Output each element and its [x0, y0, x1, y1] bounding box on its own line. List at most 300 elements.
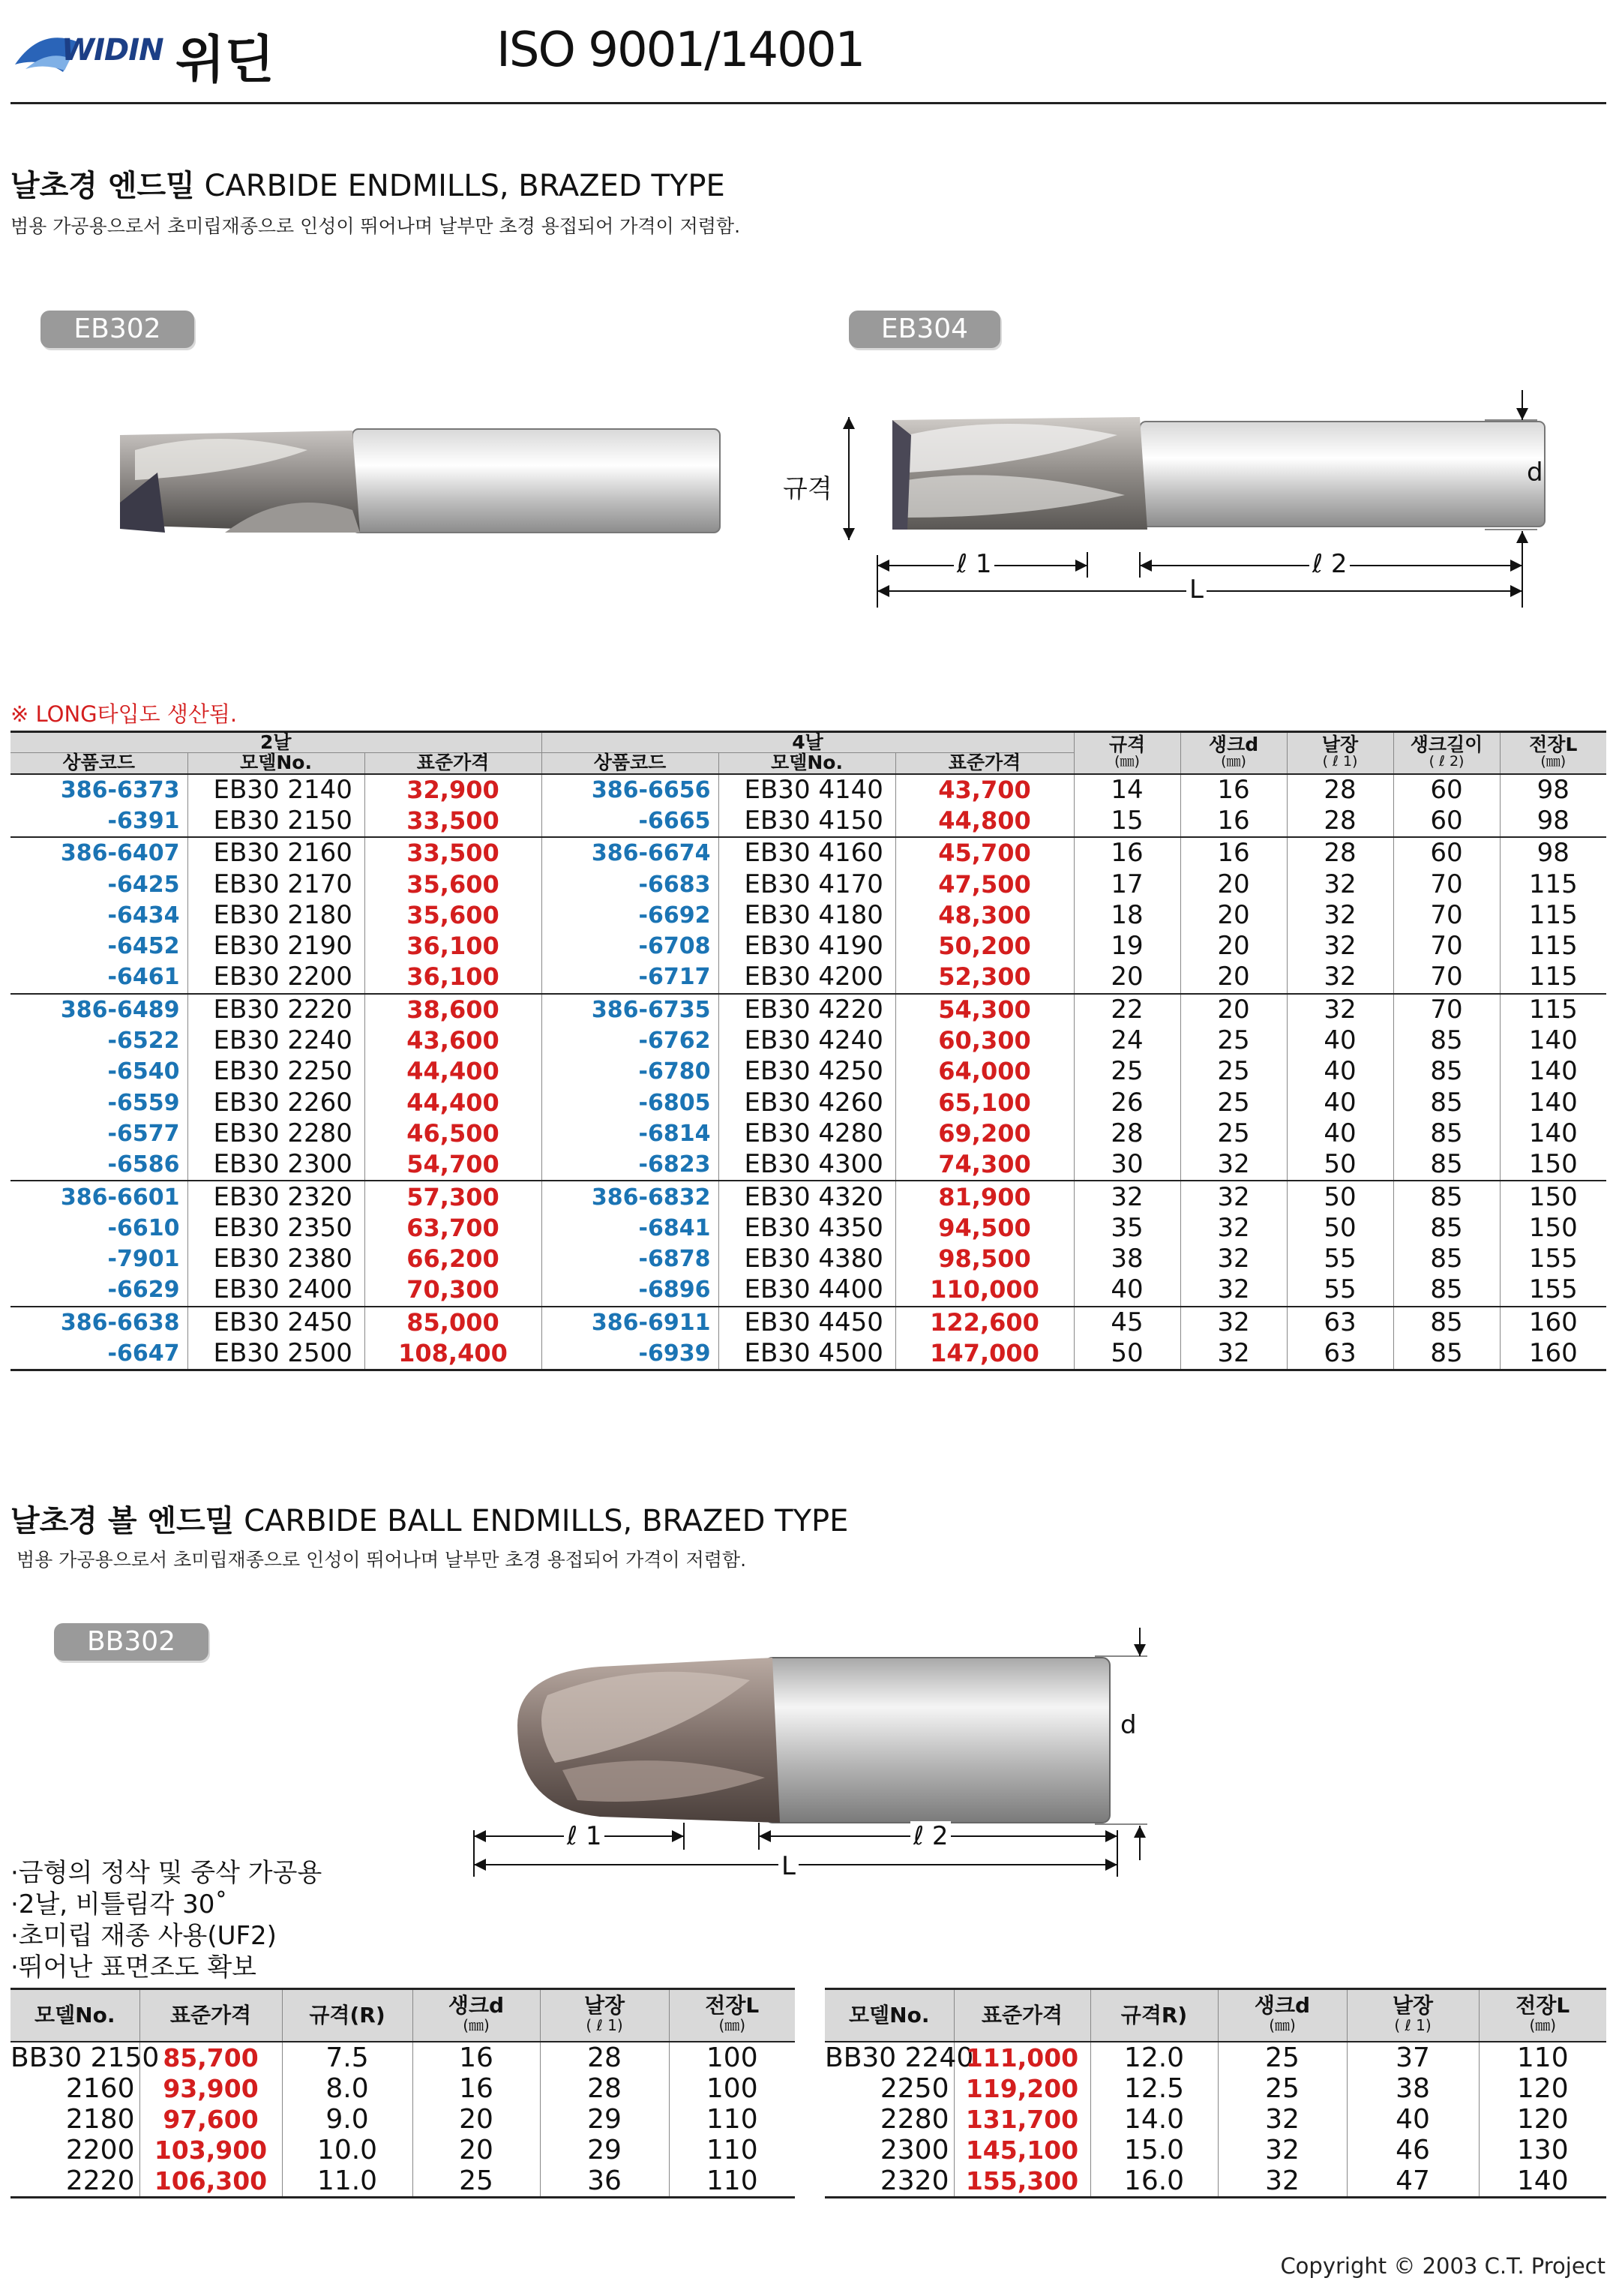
bb-spec-table-left	[10, 1988, 795, 2198]
table-row	[10, 1307, 1606, 1338]
cell-total-length: 98	[1500, 837, 1606, 869]
cell-price-2flute: 108,400	[364, 1338, 541, 1370]
cell-price-4flute: 64,000	[895, 1056, 1074, 1087]
bb-left-header-size: 규격(R)	[282, 1989, 412, 2042]
cell-price-2flute: 33,500	[364, 837, 541, 869]
cell-model-2flute: EB30 2260	[187, 1087, 364, 1118]
cell-model: 2200	[65, 2135, 135, 2166]
cell-size: 35	[1074, 1213, 1180, 1244]
cell-flute-length: 28	[1287, 837, 1393, 869]
cell-code-4flute: -6814	[541, 1118, 718, 1149]
cell-shank-length: 60	[1393, 806, 1500, 837]
cell-size-r: 12.0	[1090, 2042, 1218, 2073]
cell-price-4flute: 65,100	[895, 1087, 1074, 1118]
cell-total-length: 115	[1500, 900, 1606, 931]
cell-shank-dia: 32	[1180, 1307, 1287, 1338]
header-size: 규격 (㎜)	[1074, 732, 1180, 774]
cell-shank-dia: 20	[412, 2104, 540, 2135]
bb-right-header-model: 모델No.	[825, 1989, 954, 2042]
section1-title-english: CARBIDE ENDMILLS, BRAZED TYPE	[204, 169, 725, 203]
header-price-2: 표준가격	[364, 753, 541, 774]
table-row	[10, 2165, 795, 2198]
cell-flute-length: 28	[540, 2073, 669, 2104]
table-row	[825, 2104, 1606, 2135]
cell-model-2flute: EB30 2380	[187, 1244, 364, 1274]
cell-model-2flute: EB30 2450	[187, 1307, 364, 1338]
cell-flute-length: 55	[1287, 1244, 1393, 1274]
cell-shank-dia: 20	[1180, 900, 1287, 931]
cell-model-2flute: EB30 2220	[187, 994, 364, 1025]
cell-model: BB30 2150	[10, 2042, 160, 2073]
cell-size: 20	[1074, 962, 1180, 993]
cell-flute-length: 32	[1287, 962, 1393, 993]
cell-flute-length: 32	[1287, 900, 1393, 931]
table-row	[10, 1338, 1606, 1370]
cell-total-length: 150	[1500, 1181, 1606, 1212]
cell-model-4flute: EB30 4240	[718, 1025, 895, 1056]
cell-model-2flute: EB30 2350	[187, 1213, 364, 1244]
cell-shank-length: 70	[1393, 931, 1500, 962]
cell-price-2flute: 44,400	[364, 1087, 541, 1118]
cell-shank-dia: 32	[1218, 2135, 1347, 2165]
cell-code-2flute: -6522	[107, 1028, 180, 1055]
cell-total-length: 160	[1500, 1338, 1606, 1370]
cell-flute-length: 40	[1287, 1056, 1393, 1087]
cell-model-4flute: EB30 4300	[718, 1149, 895, 1181]
cell-code-2flute: -6461	[107, 964, 180, 991]
cell-shank-length: 70	[1393, 900, 1500, 931]
cell-size-r: 16.0	[1090, 2165, 1218, 2198]
cell-size-r: 9.0	[282, 2104, 412, 2135]
cell-size-r: 8.0	[282, 2073, 412, 2104]
cell-code-2flute: -6540	[107, 1058, 180, 1085]
cell-flute-length: 63	[1287, 1307, 1393, 1338]
cell-price-2flute: 66,200	[364, 1244, 541, 1274]
cell-price-4flute: 50,200	[895, 931, 1074, 962]
cell-code-2flute: -6629	[107, 1277, 180, 1304]
cell-code-4flute: -6823	[541, 1149, 718, 1181]
cell-code-2flute: -6425	[107, 871, 180, 898]
cell-size: 15	[1074, 806, 1180, 837]
cell-shank-length: 85	[1393, 1274, 1500, 1306]
cell-code-4flute: -6896	[541, 1274, 718, 1306]
cell-total-length: 110	[669, 2135, 795, 2165]
bb302-d-label: d	[1120, 1710, 1137, 1740]
cell-shank-dia: 25	[1180, 1056, 1287, 1087]
cell-size: 18	[1074, 900, 1180, 931]
cell-flute-length: 46	[1347, 2135, 1479, 2165]
cell-total-length: 140	[1500, 1056, 1606, 1087]
cell-code-2flute: -6586	[107, 1151, 180, 1178]
bb-left-header-price: 표준가격	[139, 1989, 282, 2042]
cell-flute-length: 36	[540, 2165, 669, 2198]
cell-shank-length: 70	[1393, 994, 1500, 1025]
cell-shank-dia: 20	[1180, 994, 1287, 1025]
cell-size: 38	[1074, 1244, 1180, 1274]
cell-total-length: 98	[1500, 774, 1606, 806]
table-row	[10, 2073, 795, 2104]
cell-model: 2250	[880, 2072, 949, 2104]
table-row	[10, 994, 1606, 1025]
cell-flute-length: 28	[1287, 774, 1393, 806]
header-price-4: 표준가격	[895, 753, 1074, 774]
eb304-L-label: L	[1186, 575, 1207, 605]
cell-shank-length: 70	[1393, 869, 1500, 899]
cell-model-4flute: EB30 4280	[718, 1118, 895, 1149]
cell-flute-length: 50	[1287, 1213, 1393, 1244]
cell-code-2flute: 386-6489	[10, 994, 187, 1025]
cell-total-length: 110	[1479, 2042, 1606, 2073]
cell-code-4flute: -6841	[541, 1213, 718, 1244]
header-code-4: 상품코드	[541, 753, 718, 774]
cell-flute-length: 50	[1287, 1181, 1393, 1212]
cell-model: 2160	[65, 2072, 135, 2104]
cell-flute-length: 50	[1287, 1149, 1393, 1181]
cell-code-2flute: 386-6407	[10, 837, 187, 869]
cell-price-2flute: 43,600	[364, 1025, 541, 1056]
copyright: Copyright © 2003 C.T. Project	[1280, 2253, 1606, 2279]
cell-size-r: 15.0	[1090, 2135, 1218, 2165]
cell-price: 119,200	[954, 2073, 1090, 2104]
header-model-2: 모델No.	[187, 753, 364, 774]
cell-model-4flute: EB30 4220	[718, 994, 895, 1025]
cell-total-length: 115	[1500, 994, 1606, 1025]
bb302-l2-label: ℓ 2	[910, 1821, 951, 1851]
cell-model-4flute: EB30 4350	[718, 1213, 895, 1244]
header-model-4: 모델No.	[718, 753, 895, 774]
table-row	[825, 2165, 1606, 2198]
cell-price: 93,900	[139, 2073, 282, 2104]
cell-flute-length: 47	[1347, 2165, 1479, 2198]
cell-size: 14	[1074, 774, 1180, 806]
table-row	[10, 1025, 1606, 1056]
section2-title	[10, 1497, 848, 1540]
logo-text: WIDIN	[61, 33, 163, 68]
cell-model-2flute: EB30 2160	[187, 837, 364, 869]
cell-code-4flute: -6717	[541, 962, 718, 993]
bb-right-header-shank: 생크d (㎜)	[1218, 1989, 1347, 2042]
cell-shank-dia: 20	[412, 2135, 540, 2165]
cell-price-2flute: 38,600	[364, 994, 541, 1025]
cell-model-4flute: EB30 4450	[718, 1307, 895, 1338]
header-shank-length: 생크길이 ( ℓ 2)	[1393, 732, 1500, 774]
cell-size: 17	[1074, 869, 1180, 899]
long-type-note: ※ LONG타입도 생산됨.	[10, 701, 238, 727]
cell-model-4flute: EB30 4170	[718, 869, 895, 899]
cell-model-2flute: EB30 2280	[187, 1118, 364, 1149]
cell-shank-dia: 16	[1180, 774, 1287, 806]
cell-size: 50	[1074, 1338, 1180, 1370]
cell-model-2flute: EB30 2180	[187, 900, 364, 931]
cell-total-length: 160	[1500, 1307, 1606, 1338]
cell-model-4flute: EB30 4140	[718, 774, 895, 806]
model-badge-bb302: BB302	[54, 1623, 208, 1661]
cell-price-4flute: 110,000	[895, 1274, 1074, 1306]
eb304-l1-label: ℓ 1	[954, 549, 994, 579]
cell-shank-length: 85	[1393, 1338, 1500, 1370]
cell-price-2flute: 54,700	[364, 1149, 541, 1181]
cell-total-length: 110	[669, 2104, 795, 2135]
bb-left-header-shank: 생크d (㎜)	[412, 1989, 540, 2042]
cell-price-2flute: 36,100	[364, 962, 541, 993]
cell-code-4flute: -6939	[541, 1338, 718, 1370]
table-row	[10, 2135, 795, 2165]
cell-model-4flute: EB30 4260	[718, 1087, 895, 1118]
cell-shank-length: 70	[1393, 962, 1500, 993]
cell-total-length: 140	[1500, 1025, 1606, 1056]
bb302-L-label: L	[778, 1851, 799, 1881]
cell-model-2flute: EB30 2170	[187, 869, 364, 899]
cell-price-2flute: 35,600	[364, 900, 541, 931]
cell-size: 22	[1074, 994, 1180, 1025]
cell-total-length: 115	[1500, 869, 1606, 899]
cell-total-length: 155	[1500, 1274, 1606, 1306]
cell-total-length: 120	[1479, 2073, 1606, 2104]
cell-total-length: 115	[1500, 962, 1606, 993]
cell-shank-dia: 16	[412, 2073, 540, 2104]
cell-price-2flute: 33,500	[364, 806, 541, 837]
cell-size-r: 10.0	[282, 2135, 412, 2165]
cell-code-4flute: 386-6735	[541, 994, 718, 1025]
cell-code-4flute: -6692	[541, 900, 718, 931]
bb302-tool-diagram	[450, 1613, 1155, 1890]
cell-code-2flute: 386-6373	[10, 774, 187, 806]
bb302-l1-label: ℓ 1	[564, 1821, 604, 1851]
cell-price-4flute: 81,900	[895, 1181, 1074, 1212]
cell-model-4flute: EB30 4180	[718, 900, 895, 931]
cell-shank-length: 85	[1393, 1118, 1500, 1149]
cell-shank-dia: 32	[1180, 1181, 1287, 1212]
table-row	[10, 2042, 795, 2073]
model-badge-eb304: EB304	[849, 311, 1000, 348]
cell-shank-dia: 32	[1180, 1244, 1287, 1274]
cell-flute-length: 32	[1287, 931, 1393, 962]
cell-model: 2180	[65, 2103, 135, 2135]
cell-model-4flute: EB30 4250	[718, 1056, 895, 1087]
cell-code-2flute: -7901	[107, 1246, 180, 1273]
eb302-tool-image	[112, 420, 727, 540]
table-row	[10, 962, 1606, 993]
cell-price-4flute: 44,800	[895, 806, 1074, 837]
cell-price-4flute: 74,300	[895, 1149, 1074, 1181]
cell-shank-length: 85	[1393, 1149, 1500, 1181]
cell-model: 2300	[880, 2135, 949, 2166]
cell-code-4flute: 386-6674	[541, 837, 718, 869]
cell-model-4flute: EB30 4190	[718, 931, 895, 962]
eb304-d-label: d	[1527, 458, 1543, 488]
section1-title-korean: 날초경 엔드밀	[10, 169, 195, 203]
bb-right-header-size: 규격R)	[1090, 1989, 1218, 2042]
cell-flute-length: 38	[1347, 2073, 1479, 2104]
cell-price: 131,700	[954, 2104, 1090, 2135]
cell-model-4flute: EB30 4160	[718, 837, 895, 869]
feature-item: ·뛰어난 표면조도 확보	[10, 1952, 257, 1982]
cell-code-2flute: -6610	[107, 1214, 180, 1241]
cell-shank-dia: 32	[1180, 1274, 1287, 1306]
cell-model-4flute: EB30 4150	[718, 806, 895, 837]
cell-shank-length: 85	[1393, 1213, 1500, 1244]
cell-code-4flute: -6708	[541, 931, 718, 962]
cell-shank-length: 85	[1393, 1181, 1500, 1212]
cell-shank-dia: 16	[1180, 837, 1287, 869]
cell-price-4flute: 45,700	[895, 837, 1074, 869]
cell-price-2flute: 57,300	[364, 1181, 541, 1212]
table-row	[10, 2104, 795, 2135]
table-row	[10, 837, 1606, 869]
cell-total-length: 115	[1500, 931, 1606, 962]
cell-flute-length: 40	[1347, 2104, 1479, 2135]
cell-total-length: 140	[1500, 1087, 1606, 1118]
cell-total-length: 100	[669, 2073, 795, 2104]
cell-price: 103,900	[139, 2135, 282, 2165]
cell-model-2flute: EB30 2500	[187, 1338, 364, 1370]
table-row	[10, 900, 1606, 931]
cell-price-2flute: 63,700	[364, 1213, 541, 1244]
cell-model: 2220	[10, 2165, 139, 2198]
feature-list	[10, 1857, 322, 1983]
cell-size: 45	[1074, 1307, 1180, 1338]
cell-code-4flute: 386-6656	[541, 774, 718, 806]
table-row	[10, 1181, 1606, 1212]
cell-code-2flute: -6577	[107, 1120, 180, 1147]
cell-model-4flute: EB30 4380	[718, 1244, 895, 1274]
eb304-l2-label: ℓ 2	[1309, 549, 1350, 579]
cell-shank-length: 85	[1393, 1307, 1500, 1338]
cell-size-r: 11.0	[282, 2165, 412, 2198]
section2-description: 범용 가공용으로서 초미립재종으로 인성이 뛰어나며 날부만 초경 용접되어 가격이 저렴함.	[16, 1549, 747, 1571]
section2-title-korean: 날초경 볼 엔드밀	[10, 1504, 235, 1538]
cell-code-2flute: -6391	[107, 807, 180, 834]
cell-size-r: 12.5	[1090, 2073, 1218, 2104]
cell-size: 16	[1074, 837, 1180, 869]
cell-size: 19	[1074, 931, 1180, 962]
cell-code-4flute: -6665	[541, 806, 718, 837]
cell-model-2flute: EB30 2190	[187, 931, 364, 962]
cell-size: 32	[1074, 1181, 1180, 1212]
bb-left-header-total: 전장L (㎜)	[669, 1989, 795, 2042]
table-row	[10, 1056, 1606, 1087]
cell-shank-length: 60	[1393, 837, 1500, 869]
table-row	[10, 1213, 1606, 1244]
cell-shank-dia: 25	[1180, 1025, 1287, 1056]
table-row	[10, 774, 1606, 806]
cell-model: BB30 2240	[825, 2042, 974, 2073]
table-row	[10, 1087, 1606, 1118]
cell-model-2flute: EB30 2140	[187, 774, 364, 806]
cell-shank-dia: 20	[1180, 931, 1287, 962]
cell-flute-length: 28	[540, 2042, 669, 2073]
brand-korean-name: 위딘	[175, 31, 274, 90]
cell-price-2flute: 85,000	[364, 1307, 541, 1338]
table-row	[10, 806, 1606, 837]
cell-code-4flute: 386-6832	[541, 1181, 718, 1212]
cell-model-2flute: EB30 2240	[187, 1025, 364, 1056]
cell-total-length: 155	[1500, 1244, 1606, 1274]
cell-code-4flute: -6762	[541, 1025, 718, 1056]
cell-total-length: 150	[1500, 1213, 1606, 1244]
cell-total-length: 130	[1479, 2135, 1606, 2165]
bb-right-header-price: 표준가격	[954, 1989, 1090, 2042]
cell-size: 25	[1074, 1056, 1180, 1087]
cell-price: 85,700	[139, 2042, 282, 2073]
cell-price-4flute: 69,200	[895, 1118, 1074, 1149]
feature-item: ·초미립 재종 사용(UF2)	[10, 1921, 277, 1951]
cell-shank-dia: 25	[1180, 1118, 1287, 1149]
table-row	[10, 931, 1606, 962]
cell-model: 2280	[880, 2103, 949, 2135]
cell-price-4flute: 48,300	[895, 900, 1074, 931]
cell-size-r: 7.5	[282, 2042, 412, 2073]
cell-shank-dia: 25	[1218, 2073, 1347, 2104]
cell-price-4flute: 94,500	[895, 1213, 1074, 1244]
cell-shank-dia: 20	[1180, 962, 1287, 993]
cell-shank-length: 85	[1393, 1244, 1500, 1274]
cell-price-2flute: 46,500	[364, 1118, 541, 1149]
header-2-flute: 2날	[10, 732, 541, 753]
header-total-length: 전장L (㎜)	[1500, 732, 1606, 774]
cell-price: 155,300	[954, 2165, 1090, 2198]
cell-size: 28	[1074, 1118, 1180, 1149]
cell-flute-length: 40	[1287, 1025, 1393, 1056]
cell-price-4flute: 147,000	[895, 1338, 1074, 1370]
cell-shank-length: 85	[1393, 1087, 1500, 1118]
cell-price-2flute: 70,300	[364, 1274, 541, 1306]
cell-shank-dia: 32	[1180, 1149, 1287, 1181]
cell-flute-length: 40	[1287, 1118, 1393, 1149]
bb-left-header-model: 모델No.	[10, 1989, 139, 2042]
table-row	[10, 869, 1606, 899]
cell-total-length: 110	[669, 2165, 795, 2198]
header-shank: 생크d (㎜)	[1180, 732, 1287, 774]
cell-size: 30	[1074, 1149, 1180, 1181]
cell-price-4flute: 43,700	[895, 774, 1074, 806]
bb-spec-table-right	[825, 1988, 1606, 2198]
cell-code-4flute: -6878	[541, 1244, 718, 1274]
cell-price: 97,600	[139, 2104, 282, 2135]
table-row	[10, 1118, 1606, 1149]
cell-shank-dia: 32	[1218, 2165, 1347, 2198]
cell-shank-length: 85	[1393, 1056, 1500, 1087]
table-row	[825, 2042, 1606, 2073]
header-divider	[10, 102, 1606, 104]
cell-price-4flute: 52,300	[895, 962, 1074, 993]
cell-price: 111,000	[954, 2042, 1090, 2073]
cell-code-2flute: -6559	[107, 1089, 180, 1116]
cell-flute-length: 37	[1347, 2042, 1479, 2073]
table-row	[825, 2073, 1606, 2104]
cell-flute-length: 40	[1287, 1087, 1393, 1118]
cell-shank-dia: 25	[1180, 1087, 1287, 1118]
cell-total-length: 100	[669, 2042, 795, 2073]
cell-flute-length: 32	[1287, 994, 1393, 1025]
cell-shank-length: 85	[1393, 1025, 1500, 1056]
model-badge-eb302: EB302	[40, 311, 194, 348]
cell-code-2flute: -6434	[107, 902, 180, 929]
header-4-flute: 4날	[541, 732, 1074, 753]
cell-code-4flute: 386-6911	[541, 1307, 718, 1338]
cell-price-4flute: 98,500	[895, 1244, 1074, 1274]
eb-spec-table	[10, 731, 1606, 1371]
cell-shank-dia: 32	[1218, 2104, 1347, 2135]
cell-price-2flute: 32,900	[364, 774, 541, 806]
cell-shank-dia: 16	[412, 2042, 540, 2073]
cell-model-2flute: EB30 2150	[187, 806, 364, 837]
cell-total-length: 120	[1479, 2104, 1606, 2135]
cell-model-2flute: EB30 2250	[187, 1056, 364, 1087]
cell-model-4flute: EB30 4500	[718, 1338, 895, 1370]
cell-price-4flute: 54,300	[895, 994, 1074, 1025]
cell-shank-dia: 20	[1180, 869, 1287, 899]
